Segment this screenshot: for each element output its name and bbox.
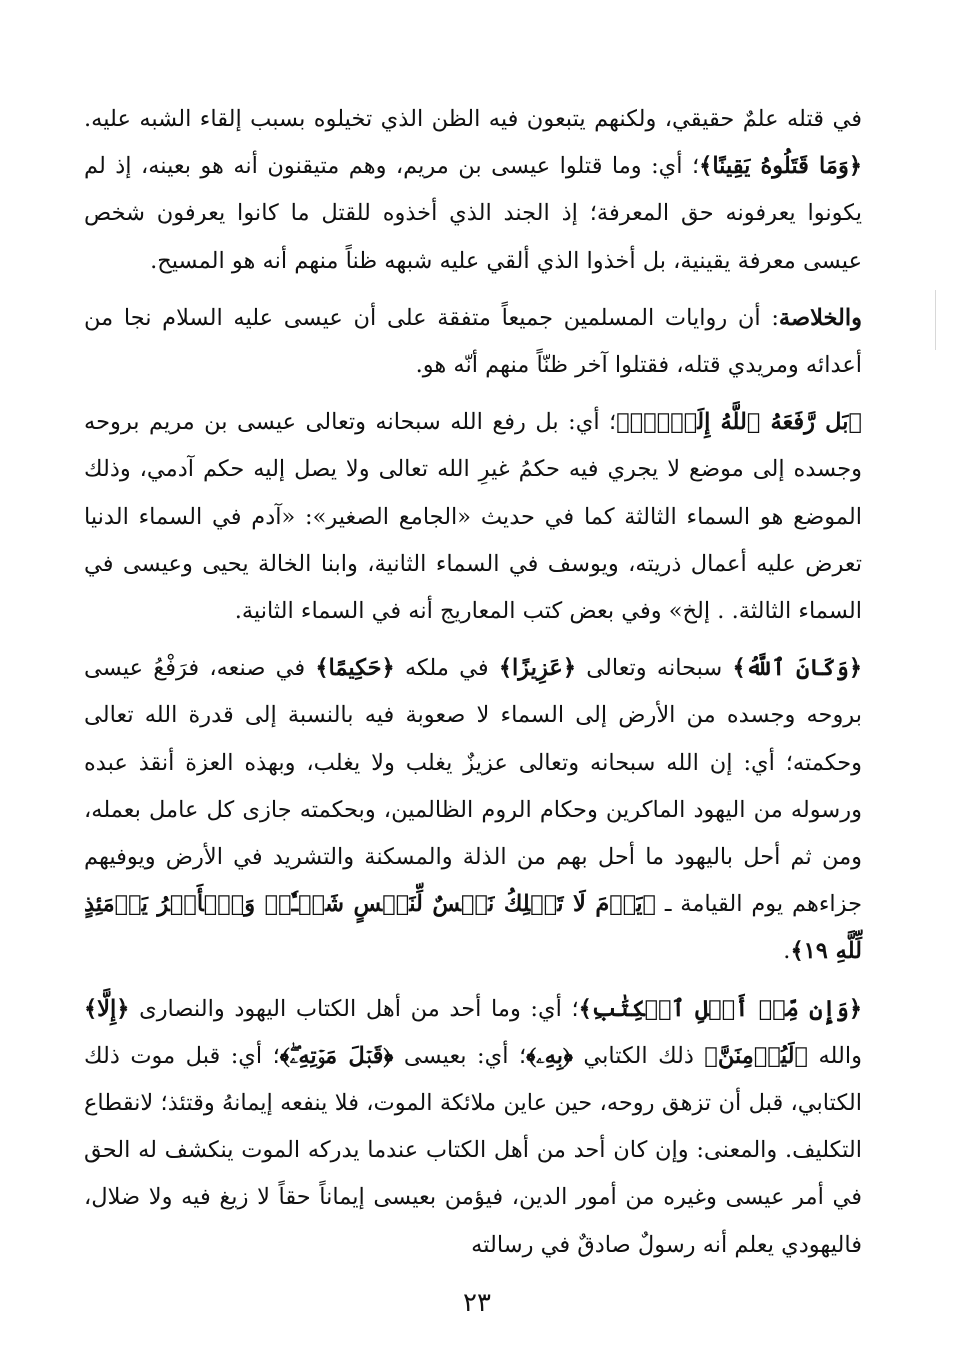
paragraph <box>84 986 862 1269</box>
lead-term: والخلاصة <box>778 304 862 331</box>
text-span: في قتله علمٌ حقيقي، ولكنهم يتبعون فيه الظن الذي تخيلوه بسبب إلقاء الشبه عليه. <box>84 106 862 132</box>
quran-verse: ﴿حَكِيمًا﴾ <box>315 655 395 682</box>
text-span: في صنعه، فرَفْعُ عيسى بروحه وجسده من الأرض إلى السماء لا صعوبة فيه بالنسبة إلى قدرة الله تعالى وحكمته؛ أي: إن الله سبحانه وتعالى عزيزٌ يغلب ولا يغلب، وبهذه العزة أنقذ عبده ورسوله من اليهود الماكرين وحكام الروم الظالمين، وبحكمته جازى كل عامل بعمله، ومن ثم أحل باليهود ما أحل بهم من الذلة والمسكنة والتشريد في الأرض ويوفيهم جزاءهم يوم القيامة ـ <box>84 655 862 918</box>
quran-verse: ﴿بِهِۦ﴾ <box>526 1042 573 1069</box>
quran-verse: ﴿إِلَّا﴾ <box>84 995 130 1022</box>
text-span: : أن روايات المسلمين جميعاً متفقة على أن عيسى عليه السلام نجا من أعدائه ومريدي قتله، فقتلوا آخر ظنّاً منهم أنّه هو. <box>84 304 862 379</box>
text-span: في ملكه <box>394 655 499 682</box>
paragraph <box>84 96 862 285</box>
text-span: . <box>783 938 791 965</box>
text-span: ذلك الكتابي <box>572 1042 705 1069</box>
quran-verse: ﴿وَمَا قَتَلُوهُ يَقِينًا﴾ <box>699 153 862 180</box>
text-span: والله <box>808 1042 862 1069</box>
paragraph <box>84 399 862 635</box>
paragraph <box>84 295 862 389</box>
page-number: ٢٣ <box>463 1288 491 1318</box>
text-span: ؛ أي: بل رفع الله سبحانه وتعالى عيسى بن مريم بروحه وجسده إلى موضع لا يجري فيه حكمُ غيرِ الله تعالى ولا يصل إليه حكم آدمي، وذلك الموضع هو السماء الثالثة كما في حديث «الجامع الصغير»: «آدم في السماء الدنيا تعرض عليه أعمال ذريته، ويوسف في السماء الثانية، وابنا الخالة يحيى وعيسى في السماء الثالثة. . إلخ» وفي بعض كتب المعاريج أنه في السماء الثانية. <box>84 409 862 625</box>
paragraph <box>84 645 862 975</box>
text-span: ؛ أي: قبل موت ذلك الكتابي، قبل أن تزهق روحه، حين عاين ملائكة الموت، فلا ينفعه إيمانهُ وقتئذ؛ لانقطاع التكليف. والمعنى: وإن كان أحد من أهل الكتاب عندما يدركه الموت ينكشف له الحق في أمر عيسى وغيره من أمور الدين، فيؤمن بعيسى إيماناً حقاً لا زيغ فيه ولا ضلال، فاليهودي يعلم أنه رسولٌ صادقٌ في رسالته <box>84 1042 862 1258</box>
quran-verse: ﴿وَكَانَ ٱللَّهُ﴾ <box>732 655 862 682</box>
text-span: ؛ أي: وما أحد من أهل الكتاب اليهود والنصارى <box>129 995 579 1022</box>
body-text <box>84 96 862 1269</box>
quran-verse: ﴿بَل رَّفَعَهُ ٱللَّهُ إِلَيۡهِۚ﴾ <box>616 409 862 436</box>
quran-verse: ﴿قَبۡلَ مَوۡتِهِۦۖ﴾ <box>279 1042 394 1069</box>
text-span: ؛ أي: وما قتلوا عيسى بن مريم، وهم متيقنون أنه هو بعينه، إذ لم يكونوا يعرفونه حق المعرفة؛ إذ الجند الذي أخذوه للقتل ما كانوا يعرفون شخص عيسى معرفة يقينية، بل أخذوا الذي ألقي عليه شبهه ظناً منهم أنه هو المسيح. <box>84 153 862 274</box>
quran-verse: ﴿عَزِيزًا﴾ <box>498 655 577 682</box>
quran-verse: ﴿يَوۡمَ لَا تَمۡلِكُ نَفۡسٌ لِّنَفۡسٍ شَيۡـٔٗاۖ وَٱلۡأَمۡرُ يَوۡمَئِذٍ لِّلَّهِ ١٩﴾ <box>84 891 862 965</box>
quran-verse: ﴿وَإِن مِّنۡ أَهۡلِ ٱلۡكِتَٰبِ﴾ <box>578 995 863 1022</box>
scan-edge-mark <box>935 290 936 350</box>
text-span: سبحانه وتعالى <box>576 655 733 682</box>
quran-verse: ﴿لَيُؤۡمِنَنَّ﴾ <box>704 1042 809 1069</box>
text-span: ؛ أي: بعيسى <box>393 1042 527 1069</box>
